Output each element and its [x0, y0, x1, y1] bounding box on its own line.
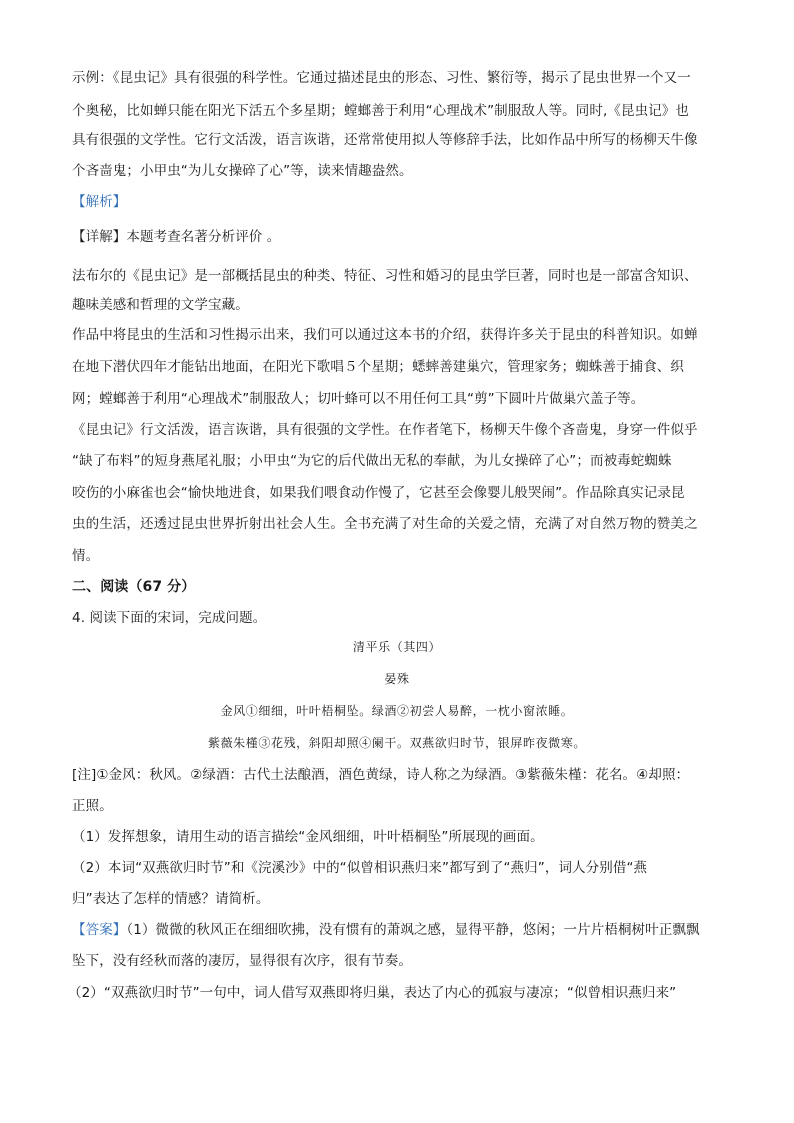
analysis-line-2: 趣味美感和哲理的文学宝藏。 — [72, 297, 249, 313]
analysis-line-9: 虫的生活，还透过昆虫世界折射出社会人生。全书充满了对生命的关爱之情，充满了对自然万物的赞美之 — [72, 516, 698, 532]
example-line-3: 具有很强的文学性。它行文活泼，语言诙谐，还常常使用拟人等修辞手法，比如作品中所写的杨柳天牛像 — [72, 132, 698, 148]
analysis-line-1: 法布尔的《昆虫记》是一部概括昆虫的种类、特征、习性和婚习的昆虫学巨著，同时也是一部富含知识、 — [72, 268, 698, 284]
analysis-line-3: 作品中将昆虫的生活和习性揭示出来，我们可以通过这本书的介绍，获得许多关于昆虫的科普知识。如蝉 — [72, 327, 698, 343]
analysis-line-8: 咬伤的小麻雀也会“愉快地进食，如果我们喂食动作慢了，它甚至会像婴儿般哭闹”。作品除真实记录昆 — [72, 485, 685, 501]
sub-question-2-line-2: 归”表达了怎样的情感？请简析。 — [72, 891, 270, 907]
detail-tag: 【详解】 — [72, 229, 127, 245]
section-heading: 二、阅读（67 分） — [72, 579, 196, 595]
example-line-1: 示例：《昆虫记》具有很强的科学性。它通过描述昆虫的形态、习性、繁衍等，揭示了昆虫世界一个又一 — [72, 70, 691, 86]
detail-line — [72, 227, 280, 247]
analysis-line-10: 情。 — [72, 548, 100, 564]
poem-line-2: 紫薇朱槿③花残，斜阳却照④阑干。双燕欲归时节，银屏昨夜微寒。 — [207, 736, 586, 750]
sub-question-2-line-1: （2）本词“双燕欲归时节”和《浣溪沙》中的“似曾相识燕归来”都写到了“燕归”，词人分别借“燕 — [72, 860, 648, 876]
question-prompt: 4. 阅读下面的宋词，完成问题。 — [72, 610, 267, 626]
example-line-2: 个奥秘，比如蝉只能在阳光下活五个多星期；螳螂善于利用“心理战术”制服敌人等。同时,《昆虫记》也 — [72, 103, 689, 119]
analysis-line-5: 网；螳螂善于利用“心理战术”制服敌人；切叶蜂可以不用任何工具“剪”下圆叶片做巢穴盖子等。 — [72, 391, 645, 407]
note-line-2: 正照。 — [72, 798, 113, 814]
poem-title: 清平乐（其四） — [352, 640, 442, 654]
example-line-4: 个吝啬鬼；小甲虫“为儿女操碎了心”等，读来情趣盎然。 — [72, 163, 413, 179]
note-line-1: [注]①金风：秋风。②绿酒：古代土法酿酒，酒色黄绿，诗人称之为绿酒。③紫薇朱槿：花名。④却照： — [72, 767, 690, 783]
answer-line-3: （2）“双燕欲归时节”一句中，词人借写双燕即将归巢，表达了内心的孤寂与凄凉；“似曾相识燕归来” — [68, 985, 677, 1001]
answer-line-2: 坠下，没有经秋而落的凄厉，显得很有次序，很有节奏。 — [72, 953, 412, 969]
answer-tag: 【答案】 — [72, 922, 127, 938]
analysis-line-7: “缺了布料”的短身燕尾礼服；小甲虫“为它的后代做出无私的奉献，为儿女操碎了心”；而被毒蛇蜘蛛 — [72, 453, 672, 469]
analysis-line-4: 在地下潜伏四年才能钻出地面，在阳光下歌唱５个星期；蟋蟀善建巢穴，管理家务；蜘蛛善于捕食、织 — [72, 359, 684, 375]
detail-text: 本题考查名著分析评价 。 — [126, 229, 281, 245]
sub-question-1: （1）发挥想象，请用生动的语言描绘“金风细细，叶叶梧桐坠”所展现的画面。 — [72, 829, 544, 845]
analysis-tag: 【解析】 — [72, 194, 127, 210]
analysis-line-6: 《昆虫记》行文活泼，语言诙谐，具有很强的文学性。在作者笔下，杨柳天牛像个吝啬鬼，身穿一件似乎 — [72, 422, 698, 438]
answer-line-1 — [72, 920, 700, 940]
poem-author: 晏殊 — [384, 672, 410, 686]
answer-text-1: （1）微微的秋风正在细细吹拂，没有惯有的萧飒之感，显得平静，悠闲；一片片梧桐树叶正飘飘 — [126, 922, 700, 938]
poem-line-1: 金风①细细，叶叶梧桐坠。绿酒②初尝人易醉，一枕小窗浓睡。 — [220, 704, 574, 718]
